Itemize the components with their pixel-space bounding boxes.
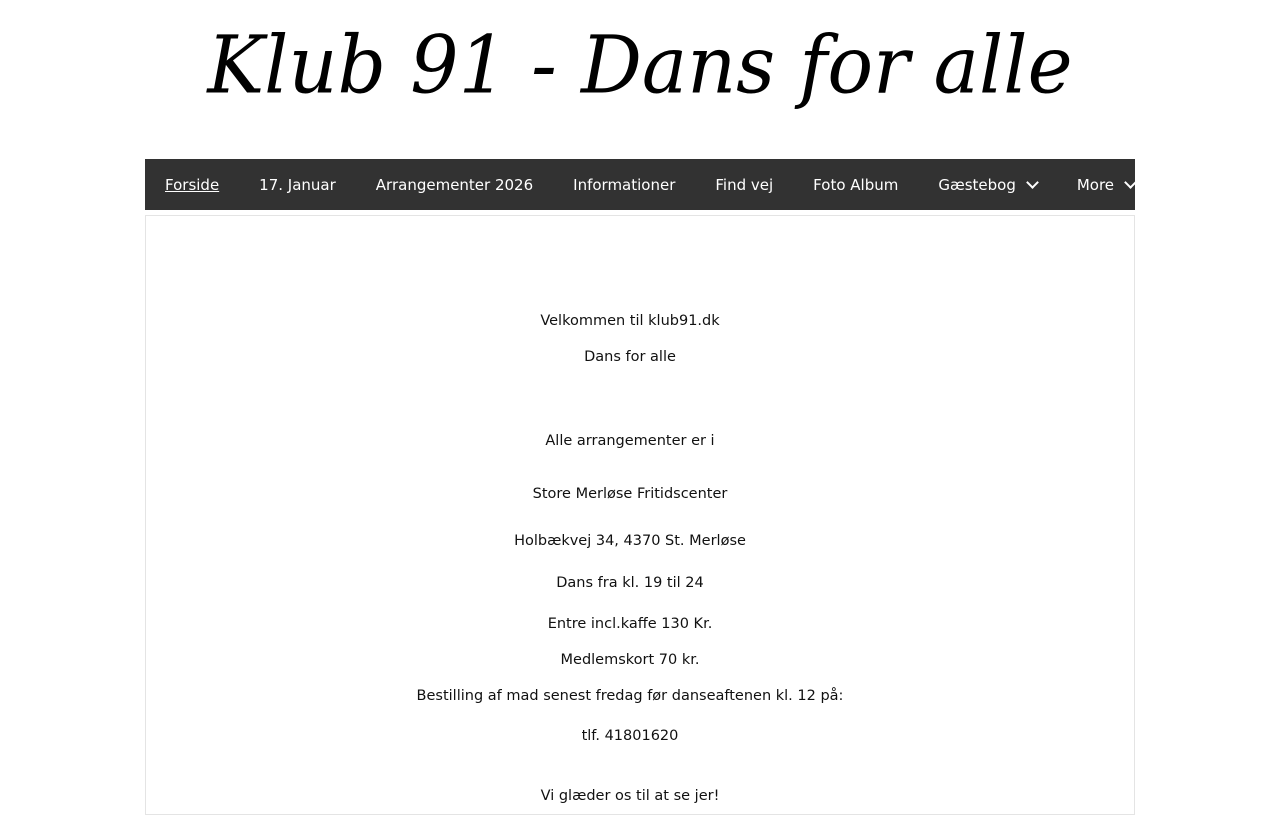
venue-text: Store Merløse Fritidscenter [532,486,728,502]
nav-item-more[interactable] [1057,159,1155,210]
nav-item-label: Foto Album [813,175,899,194]
nav-item-foto-album[interactable] [793,159,918,210]
nav-item-17-januar[interactable] [239,159,356,210]
tagline-text: Dans for alle [584,349,676,365]
events-intro-text: Alle arrangementer er i [545,433,715,449]
nav-item-forside[interactable] [145,159,239,210]
nav-item-gaestebog[interactable] [918,159,1057,210]
welcome-text: Velkommen til klub91.dk [540,313,720,329]
entry-price-text: Entre incl.kaffe 130 Kr. [547,616,713,632]
hours-text: Dans fra kl. 19 til 24 [556,575,704,591]
nav-item-label: Gæstebog [938,175,1016,194]
nav-item-arrangementer-2026[interactable] [356,159,553,210]
nav-item-find-vej[interactable] [695,159,793,210]
food-order-text: Bestilling af mad senest fredag før danseaftenen kl. 12 på: [416,688,844,704]
closing-text: Vi glæder os til at se jer! [540,788,720,804]
nav-item-label: Informationer [573,175,676,194]
site-header [0,0,1280,159]
main-navigation [145,159,1135,210]
chevron-down-icon [1026,176,1039,189]
nav-item-label: Arrangementer 2026 [375,175,534,194]
main-content [145,215,1135,815]
phone-text: tlf. 41801620 [581,728,679,744]
nav-item-label: Find vej [715,175,774,194]
nav-item-label: Forside [165,175,220,194]
membership-text: Medlemskort 70 kr. [560,652,700,668]
site-title[interactable]: Klub 91 - Dans for alle [207,17,1073,112]
nav-item-informationer[interactable] [553,159,695,210]
nav-item-label: 17. Januar [259,175,336,194]
address-text: Holbækvej 34, 4370 St. Merløse [514,533,746,549]
nav-item-label: More [1076,175,1115,194]
chevron-down-icon [1124,176,1137,189]
